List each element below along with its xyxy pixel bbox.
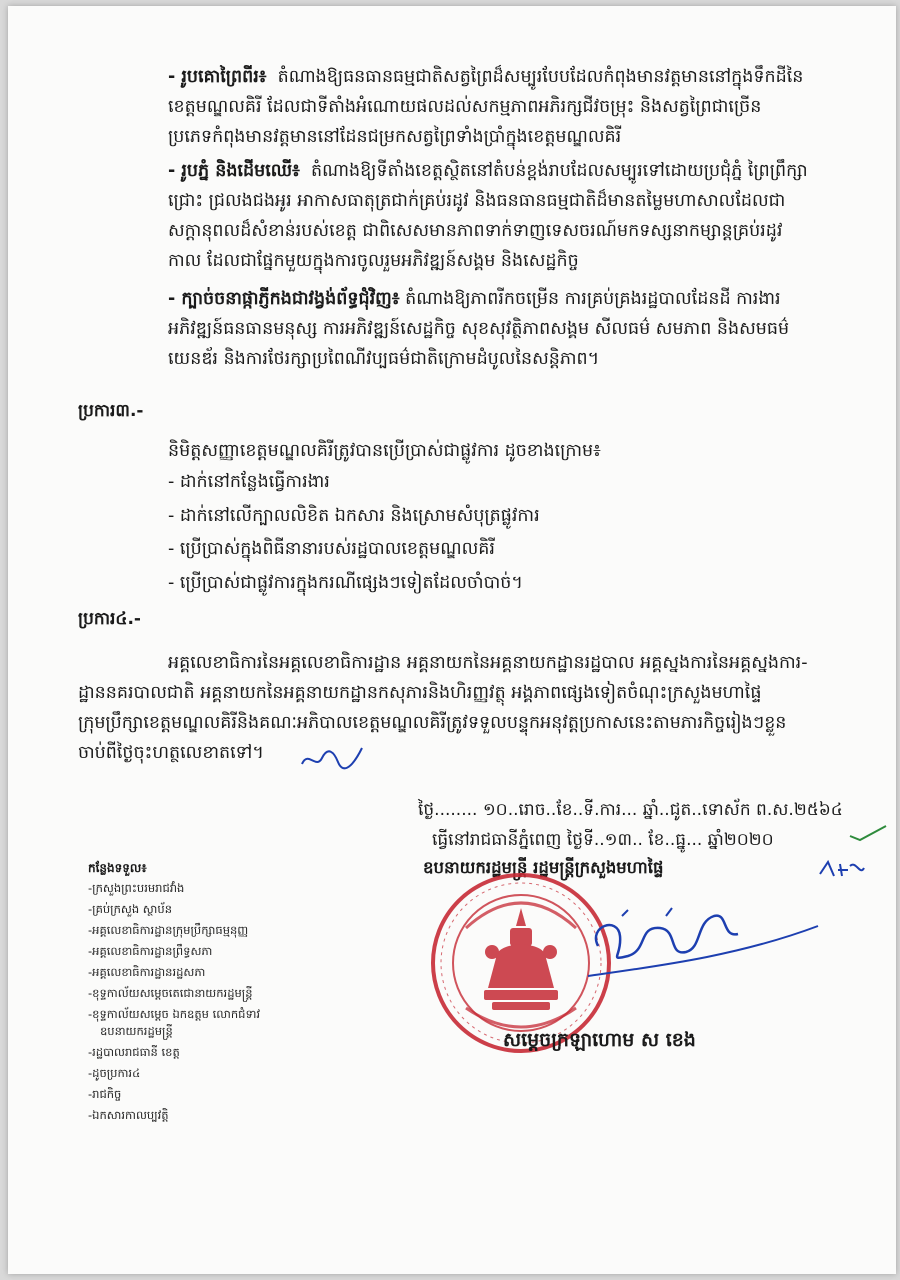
article-4-line: ចាប់ពីថ្ងៃចុះហត្ថលេខាតទៅ។ <box>78 743 264 763</box>
document-page <box>8 6 896 1274</box>
bullet-bison <box>168 62 878 152</box>
bullet-head: - រូបគោព្រៃពីរ៖ <box>168 67 267 87</box>
bullet-ornament <box>168 284 878 374</box>
article-3-title: ប្រការ៣.- <box>78 401 144 421</box>
article-4-line: អគ្គលេខាធិការនៃអគ្គលេខាធិការដ្ឋាន អគ្គនាយកនៃអគ្គនាយកដ្ឋានរដ្ឋបាល អគ្គស្នងការនៃអគ្គស្នងការ- <box>168 653 808 673</box>
solar-date: ធ្វើនៅរាជធានីភ្នំពេញ ថ្ងៃទី..១៣.. ខែ..ធ្នូ... ឆ្នាំ២០២០ <box>432 830 774 850</box>
lunar-date: ថ្ងៃ........ ១០..រោច..ខែ..ទី.ការ... ឆ្នាំ..ជូត..ទោស័ក ព.ស.២៥៦៤ <box>418 800 843 820</box>
bullet-mountain-tree <box>168 156 878 276</box>
article-4-line: ដ្ឋាននគរបាលជាតិ អគ្គនាយកនៃអគ្គនាយកដ្ឋានកសុភារនិងហិរញ្ញវត្ថុ អង្គភាពផ្សេងទៀតចំណុះក្រសួងមហាផ្ទៃ <box>78 683 762 703</box>
bullet-line: តំណាងឱ្យភាពរីកចម្រើន ការគ្រប់គ្រងរដ្ឋបាលដែនដី ការងារ <box>405 289 781 309</box>
bullet-line: ជ្រោះ ជ្រលងជងអូរ អាកាសធាតុត្រជាក់គ្រប់រដូវ និងធនធានធម្មជាតិដ៏មានតម្លៃមហាសាលដែលជា <box>168 191 786 211</box>
handwritten-signature <box>568 886 828 996</box>
article-4-body <box>78 648 868 768</box>
bullet-line: កាល ដែលជាផ្នែកមួយក្នុងការចូលរួមអភិវឌ្ឍន៍សង្គម និងសេដ្ឋកិច្ច <box>168 251 579 271</box>
bullet-line: អភិវឌ្ឍន៍ធនធានមនុស្ស ការអភិវឌ្ឍន៍សេដ្ឋកិច្ច សុខសុវត្ថិភាពសង្គម សីលធម៌ សមភាព និងសមធម៌ <box>168 319 790 339</box>
recipient-item: -អគ្គលេខាធិការដ្ឋានក្រុមប្រឹក្សាធម្មនុញ្ញ <box>88 923 249 937</box>
article-3-intro: និមិត្តសញ្ញាខេត្តមណ្ឌលគិរីត្រូវបានប្រើប្រាស់ជាផ្លូវការ ដូចខាងក្រោម៖ <box>168 441 601 461</box>
bullet-head: - រូបភ្នំ និងដើមឈើ៖ <box>168 161 300 181</box>
recipient-item: -ឯកសារកាលប្បវត្តិ <box>88 1108 169 1122</box>
bullet-head: - ក្បាច់ចនាផ្កាភ្ញីកងជាវង្វង់ព័ទ្ធជុំវិញ៖ <box>168 289 400 309</box>
recipient-item: -ក្រសួងព្រះបរមរាជវាំង <box>88 881 185 895</box>
article-4-line: ក្រុមប្រឹក្សាខេត្តមណ្ឌលគិរីនិងគណៈអភិបាលខេត្តមណ្ឌលគិរីត្រូវទទួលបន្ទុកអនុវត្តប្រកាសនេះតាមភារកិច្ចរៀងៗខ្លួន <box>78 713 787 733</box>
bullet-line: តំណាងឱ្យទីតាំងខេត្តស្ថិតនៅតំបន់ខ្ពង់រាបដែលសម្បូរទៅដោយប្រជុំភ្នំ ព្រៃព្រឹក្សា <box>310 161 808 181</box>
recipient-item: -ខុទ្ទកាល័យសម្តេច ឯកឧត្តម លោកជំទាវ <box>88 1007 261 1021</box>
bullet-line: សក្តានុពលដ៏សំខាន់របស់ខេត្ត ជាពិសេសមានភាពទាក់ទាញទេសចរណ៍មកទស្សនាកម្សាន្តគ្រប់រដូវ <box>168 221 783 241</box>
bullet-line: ប្រភេទកំពុងមានវត្តមាននៅដែនជម្រកសត្វព្រៃទាំងប្រាំក្នុងខេត្តមណ្ឌលគិរី <box>168 127 622 147</box>
recipient-item: -រដ្ឋបាលរាជធានី ខេត្ត <box>88 1045 180 1059</box>
recipient-item: -រាជកិច្ច <box>88 1087 122 1101</box>
green-check-mark <box>846 822 890 844</box>
article-3-item: - ប្រើប្រាស់ជាផ្លូវការក្នុងករណីផ្សេងៗទៀតដែលចាំបាច់។ <box>168 573 523 593</box>
recipient-item: -អគ្គលេខាធិការដ្ឋានរដ្ឋសភា <box>88 965 206 979</box>
bullet-line: ខេត្តមណ្ឌលគិរី ដែលជាទីតាំងអំណោយផលដល់សកម្មភាពអភិរក្សជីវចម្រុះ និងសត្វព្រៃជាច្រើន <box>168 97 762 117</box>
recipients-heading: កន្លែងទទួល៖ <box>88 861 147 875</box>
article-3-item: - ដាក់នៅលើក្បាលលិខិត ឯកសារ និងស្រោមសំបុត្រផ្លូវការ <box>168 506 540 526</box>
recipients-list <box>88 858 388 1126</box>
recipient-item: ឧបនាយករដ្ឋមន្ត្រី <box>100 1024 173 1038</box>
article-3-item: - ដាក់នៅកន្លែងធ្វើការងារ <box>168 472 330 492</box>
article-4-title: ប្រការ៤.- <box>78 609 141 629</box>
signatory-title: ឧបនាយករដ្ឋមន្ត្រី រដ្ឋមន្ត្រីក្រសួងមហាផ្ទៃ <box>423 858 664 877</box>
bullet-line: តំណាងឱ្យធនធានធម្មជាតិសត្វព្រៃដ៏សម្បូរបែបដែលកំពុងមានវត្តមាននៅក្នុងទឹកដីនៃ <box>277 67 804 87</box>
article-3-item: - ប្រើប្រាស់ក្នុងពិធីនានារបស់រដ្ឋបាលខេត្តមណ្ឌលគិរី <box>168 539 495 559</box>
recipient-item: -ដូចប្រការ៤ <box>88 1066 141 1080</box>
recipient-item: -គ្រប់ក្រសួង ស្ថាប័ន <box>88 902 173 916</box>
blue-initial-mark <box>816 856 866 884</box>
ink-initial-mark <box>298 744 368 776</box>
recipient-item: -អគ្គលេខាធិការដ្ឋានព្រឹទ្ធសភា <box>88 944 213 958</box>
recipient-item: -ខុទ្ទកាល័យសម្តេចតេជោនាយករដ្ឋមន្ត្រី <box>88 986 253 1000</box>
signatory-name: សម្តេចក្រឡាហោម ស ខេង <box>503 1029 696 1051</box>
bullet-line: យេនឌ័រ និងការថែរក្សាប្រពៃណីវប្បធម៌ជាតិក្រោមដំបូលនៃសន្តិភាព។ <box>168 349 600 369</box>
